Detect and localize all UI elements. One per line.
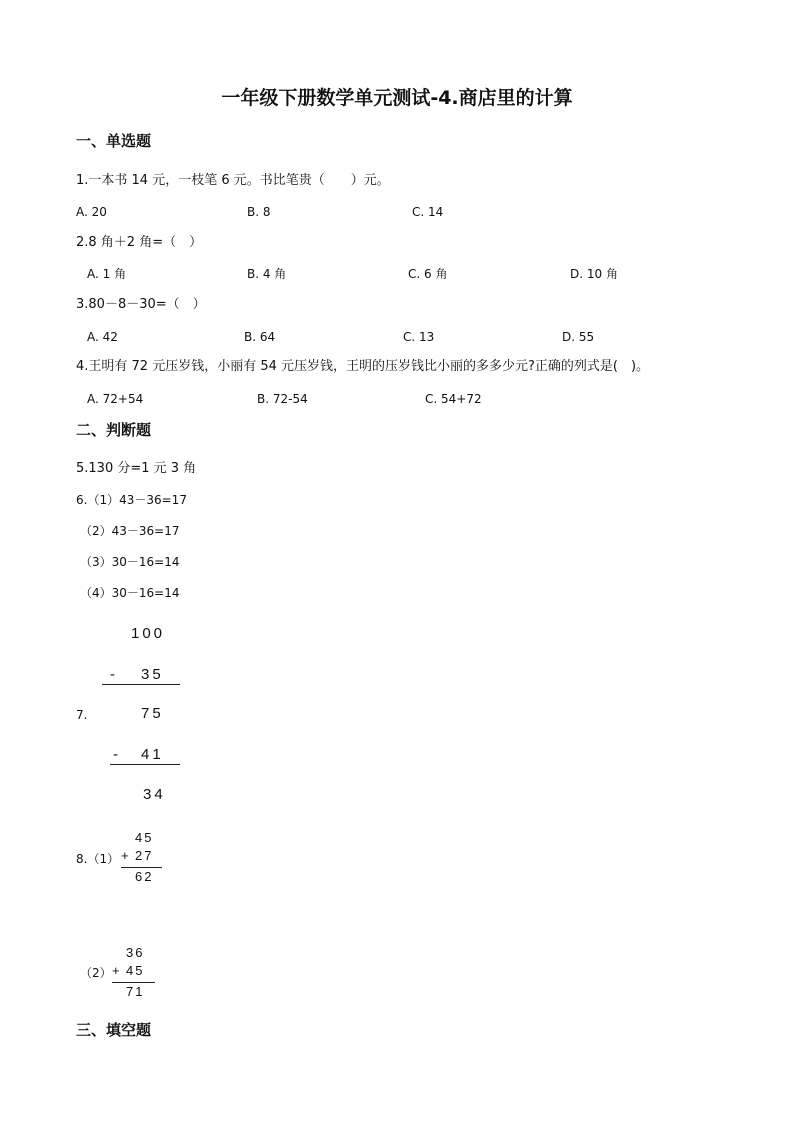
question-3-option-c[interactable]: C. 13 <box>403 330 435 344</box>
question-6-part-2: （2）43－36=17 <box>80 524 180 538</box>
question-1-option-a[interactable]: A. 20 <box>76 205 107 219</box>
question-2-option-d[interactable]: D. 10 角 <box>570 267 618 281</box>
q7-minus-sign-2: - <box>113 746 121 763</box>
question-5-stem: 5.130 分=1 元 3 角 <box>76 461 197 476</box>
q8-2-rule <box>112 982 155 983</box>
q8-2-top: 36 <box>126 945 145 960</box>
question-1-option-c[interactable]: C. 14 <box>412 205 444 219</box>
question-6-part-1: 6.（1）43－36=17 <box>76 493 187 507</box>
question-7-label: 7. <box>76 708 88 722</box>
q7-rule-2 <box>110 764 180 765</box>
q8-2-sum: 71 <box>126 984 145 999</box>
question-8-label-1: 8.（1） <box>76 852 120 866</box>
question-6-part-3: （3）30－16=14 <box>80 555 180 569</box>
q7-minuend-2: 75 <box>141 705 164 722</box>
q7-subtrahend-1: 35 <box>141 666 164 683</box>
question-4-option-b[interactable]: B. 72-54 <box>257 392 308 406</box>
question-3-stem: 3.80－8－30=（ ） <box>76 297 206 312</box>
q8-2-plus-sign: + <box>112 963 122 978</box>
question-1-stem: 1.一本书 14 元，一枝笔 6 元。书比笔贵（ ）元。 <box>76 173 390 188</box>
q7-rule-1 <box>102 684 180 685</box>
question-3-option-a[interactable]: A. 42 <box>87 330 118 344</box>
q8-1-plus-sign: + <box>121 848 131 863</box>
question-1-option-b[interactable]: B. 8 <box>247 205 271 219</box>
q8-1-sum: 62 <box>135 869 154 884</box>
section-heading-single-choice: 一、单选题 <box>76 132 152 150</box>
q7-subtrahend-2: 41 <box>141 746 164 763</box>
question-4-option-a[interactable]: A. 72+54 <box>87 392 144 406</box>
question-2-option-a[interactable]: A. 1 角 <box>87 267 127 281</box>
question-6-part-4: （4）30－16=14 <box>80 586 180 600</box>
question-2-stem: 2.8 角＋2 角=（ ） <box>76 235 203 250</box>
question-4-stem: 4.王明有 72 元压岁钱，小丽有 54 元压岁钱，王明的压岁钱比小丽的多多少元?正确的列式是( )。 <box>76 359 650 374</box>
question-2-option-c[interactable]: C. 6 角 <box>408 267 448 281</box>
question-3-option-d[interactable]: D. 55 <box>562 330 595 344</box>
q7-minus-sign-1: - <box>110 666 118 683</box>
q8-1-rule <box>121 867 162 868</box>
question-2-option-b[interactable]: B. 4 角 <box>247 267 287 281</box>
q8-2-addend: 45 <box>126 963 145 978</box>
page-title: 一年级下册数学单元测试-4.商店里的计算 <box>221 87 573 109</box>
q8-1-addend: 27 <box>135 848 154 863</box>
question-8-label-2: （2） <box>80 966 112 980</box>
q7-minuend-1: 100 <box>131 625 166 642</box>
question-4-option-c[interactable]: C. 54+72 <box>425 392 482 406</box>
question-3-option-b[interactable]: B. 64 <box>244 330 276 344</box>
section-heading-fill-in: 三、填空题 <box>76 1021 152 1039</box>
q8-1-top: 45 <box>135 830 154 845</box>
q7-result: 34 <box>143 786 166 803</box>
section-heading-true-false: 二、判断题 <box>76 421 152 439</box>
